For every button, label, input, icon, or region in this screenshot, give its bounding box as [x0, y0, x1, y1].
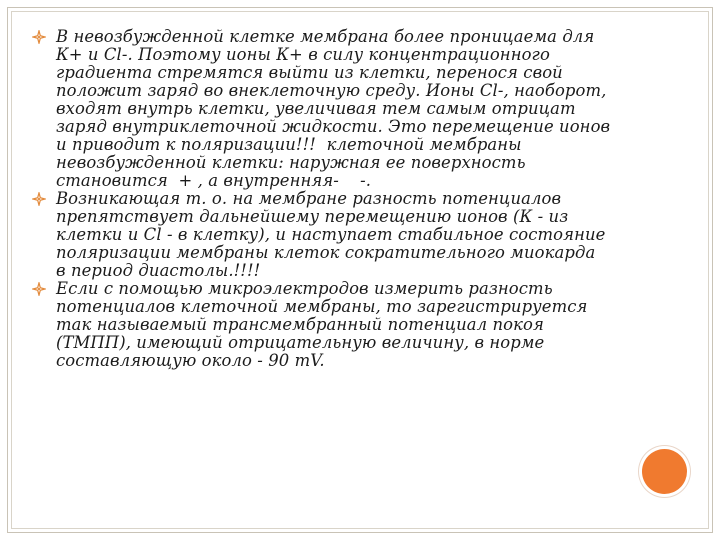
paragraph-line: невозбужденной клетки: наружная ее поверхность: [56, 153, 526, 172]
paragraph-line: Возникающая т. о. на мембране разность потенциалов: [56, 189, 562, 208]
paragraph-line: становится + , а внутренняя- -.: [56, 171, 372, 190]
paragraph-line: положит заряд во внеклеточную среду. Ионы Cl-, наоборот,: [56, 81, 607, 100]
bullet-item-1: [30, 28, 692, 190]
paragraph-line: (ТМПП), имеющий отрицательную величину, в норме: [56, 333, 545, 352]
paragraph-line: В невозбужденной клетке мембрана более проницаема для: [56, 27, 595, 46]
paragraph-line: клетки и Cl - в клетку), и наступает стабильное состояние: [56, 225, 606, 244]
bullet-item-3: [30, 280, 692, 370]
diamond-star-icon: [32, 282, 46, 296]
paragraph-line: составляющую около - 90 mV.: [56, 351, 325, 370]
paragraph-line: К+ и Cl-. Поэтому ионы К+ в силу концентрационного: [56, 45, 550, 64]
diamond-star-icon: [32, 30, 46, 44]
paragraph-line: входят внутрь клетки, увеличивая тем самым отрицат: [56, 99, 576, 118]
slide-content: [30, 28, 692, 370]
paragraph-line: поляризации мембраны клеток сократительного миокарда: [56, 243, 596, 262]
paragraph-line: препятствует дальнейшему перемещению ионов (К - из: [56, 207, 569, 226]
paragraph-line: так называемый трансмембранный потенциал покоя: [56, 315, 544, 334]
decorative-orange-circle: [642, 449, 687, 494]
paragraph-line: в период диастолы.!!!!: [56, 261, 261, 280]
bullet-item-2: [30, 190, 692, 280]
paragraph-line: заряд внутриклеточной жидкости. Это перемещение ионов: [56, 117, 611, 136]
paragraph-line: потенциалов клеточной мембраны, то зарегистрируется: [56, 297, 588, 316]
paragraph-line: Если с помощью микроэлектродов измерить разность: [56, 279, 553, 298]
diamond-star-icon: [32, 192, 46, 206]
paragraph-line: градиента стремятся выйти из клетки, перенося свой: [56, 63, 563, 82]
paragraph-line: и приводит к поляризации!!! клеточной мембраны: [56, 135, 522, 154]
bullet-list: [30, 28, 692, 370]
